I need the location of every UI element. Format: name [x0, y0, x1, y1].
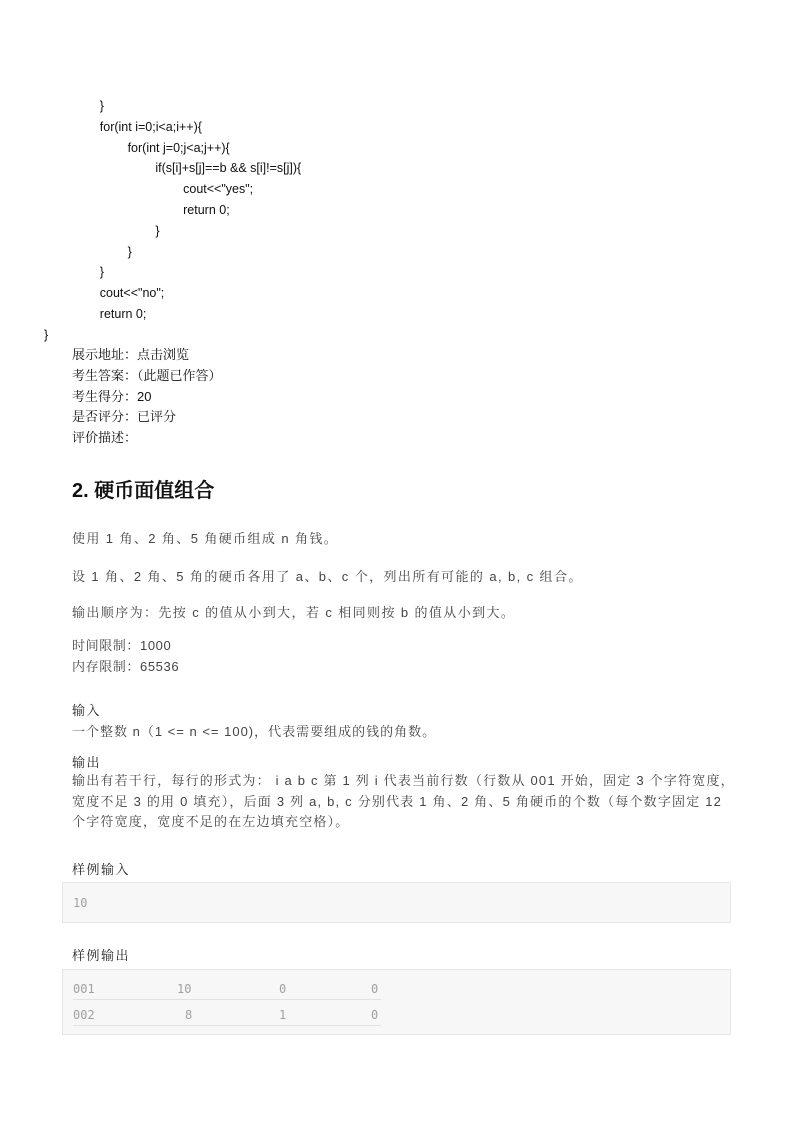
code-line: } [72, 99, 104, 113]
code-block [44, 96, 302, 346]
code-line: } [72, 244, 132, 259]
output-cell: 10 [177, 982, 192, 996]
code-line: return 0; [72, 202, 230, 217]
output-desc-line: 宽度不足 3 的用 0 填充），后面 3 列 a, b, c 分别代表 1 角、2 角、5 角硬币的个数（每个数字固定 12 [72, 793, 723, 809]
problem-desc-1: 使用 1 角、2 角、5 角硬币组成 n 角钱。 [72, 531, 339, 546]
code-line: for(int i=0;i<a;i++){ [72, 119, 202, 134]
code-line: } [72, 223, 160, 238]
input-label: 输入 [72, 703, 102, 718]
sample-input-box [62, 882, 731, 923]
code-line: if(s[i]+s[j]==b && s[i]!=s[j]){ [72, 161, 302, 176]
sample-input-label: 样例输入 [72, 862, 131, 877]
output-label: 输出 [72, 755, 102, 770]
code-line: } [44, 327, 49, 342]
sample-output-box [62, 969, 731, 1035]
candidate-answer: 考生答案：（此题已作答） [72, 367, 222, 383]
sample-output-label: 样例输出 [72, 948, 131, 963]
output-cell: 8 [185, 1008, 193, 1022]
output-cell: 0 [279, 982, 287, 996]
code-line: } [72, 265, 104, 280]
output-description [72, 771, 735, 833]
problem-title: 2. 硬币面值组合 [72, 480, 215, 502]
time-limit: 时间限制：1000 [72, 638, 172, 653]
problem-desc-2: 设 1 角、2 角、5 角的硬币各用了 a、b、c 个，列出所有可能的 a, b, c 组合。 [72, 569, 583, 584]
sample-output-row [73, 981, 381, 1000]
evaluation-description: 评价描述： [72, 430, 138, 446]
code-line: cout<<"yes"; [72, 182, 254, 197]
memory-limit: 内存限制：65536 [72, 659, 180, 674]
output-desc-line: 个字符宽度，宽度不足的在左边填充空格）。 [72, 814, 350, 829]
problem-desc-3: 输出顺序为：先按 c 的值从小到大，若 c 相同则按 b 的值从小到大。 [72, 605, 516, 620]
candidate-score: 考生得分：20 [72, 388, 152, 404]
sample-input-value: 10 [73, 896, 88, 910]
sample-output-row [73, 1007, 381, 1026]
output-cell: 0 [371, 982, 379, 996]
code-line: for(int j=0;j<a;j++){ [72, 140, 230, 155]
answer-meta [72, 345, 222, 449]
code-line: cout<<"no"; [72, 286, 165, 301]
input-description: 一个整数 n（1 <= n <= 100)，代表需要组成的钱的角数。 [72, 724, 437, 739]
output-cell: 1 [279, 1008, 287, 1022]
output-cell: 0 [371, 1008, 379, 1022]
output-desc-line: 输出有若干行，每行的形式为： i a b c 第 1 列 i 代表当前行数（行数从 001 开始，固定 3 个字符宽度， [72, 773, 735, 788]
code-line: return 0; [72, 306, 147, 321]
display-address[interactable]: 展示地址：点击浏览 [72, 347, 190, 362]
grading-status: 是否评分：已评分 [72, 409, 177, 425]
output-cell: 002 [73, 1008, 95, 1022]
output-cell: 001 [73, 982, 95, 996]
